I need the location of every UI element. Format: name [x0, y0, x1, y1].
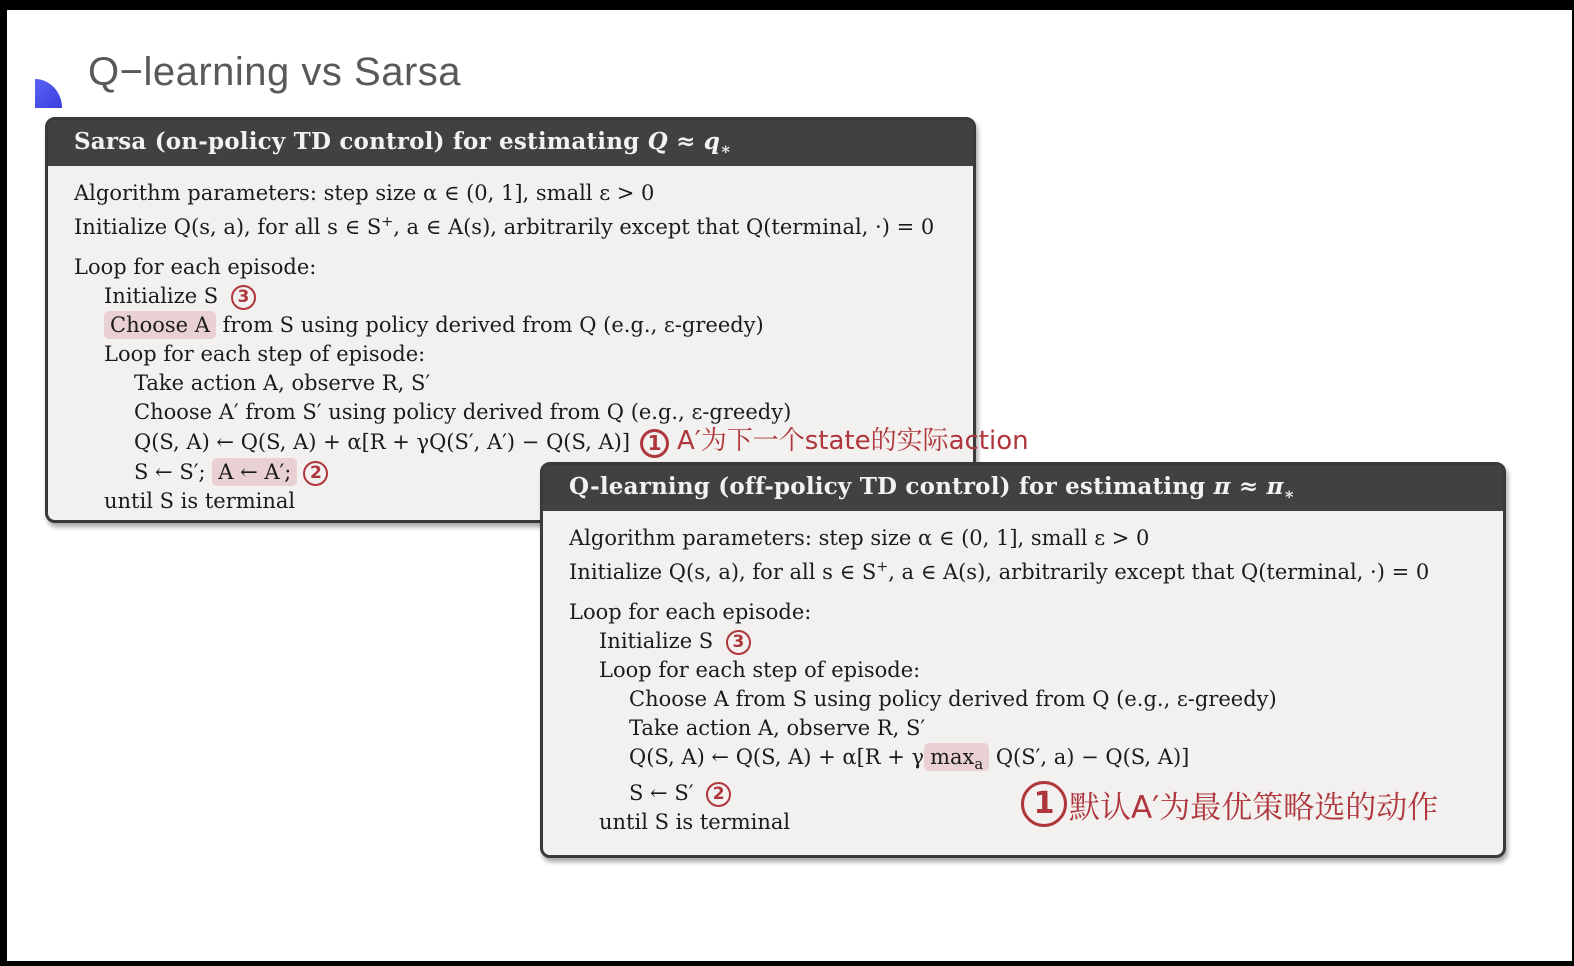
text-segment: , a ∈ A(s), arbitrarily except that Q(terminal, ·) = 0	[393, 214, 935, 239]
text-segment: +	[876, 558, 889, 575]
text-segment: from S using policy derived from Q (e.g., ε-greedy)	[215, 312, 764, 337]
circled-number-icon: 2	[303, 461, 328, 486]
text-segment: Choose A from S using policy derived from Q (e.g., ε-greedy)	[629, 686, 1277, 711]
algorithm-line	[74, 179, 947, 208]
text-segment: Q	[647, 128, 668, 155]
text-segment: q	[703, 128, 721, 155]
text-segment: until S is terminal	[599, 809, 791, 834]
text-segment: Take action A, observe R, S′	[629, 715, 926, 740]
text-segment: Q-learning (off-policy TD control) for estimating	[569, 473, 1214, 500]
circled-number-icon: 1	[640, 429, 669, 458]
text-segment: Loop for each step of episode:	[599, 657, 921, 682]
text-segment: a	[974, 755, 984, 773]
circled-number-icon: 3	[231, 285, 256, 310]
text-segment: Initialize Q(s, a), for all s ∈ S	[74, 214, 382, 239]
sarsa-box-header	[48, 120, 973, 166]
text-segment: π	[1266, 473, 1284, 500]
algorithm-line	[74, 398, 947, 427]
highlighted-text: Choose A	[104, 311, 216, 339]
text-segment: Take action A, observe R, S′	[134, 370, 431, 395]
slide-title: Q−learning vs Sarsa	[88, 50, 462, 94]
text-segment: max	[930, 744, 975, 769]
frame-border-bottom	[0, 961, 1574, 966]
algorithm-line	[74, 425, 1029, 458]
algorithm-line	[74, 311, 947, 340]
frame-border-top	[0, 0, 1574, 10]
text-segment: Q(S, A) ← Q(S, A) + α[R + γQ(S′, A′) − Q(S, A)]	[134, 429, 631, 454]
algorithm-line	[74, 369, 947, 398]
algorithm-line	[569, 685, 1477, 714]
algorithm-line	[74, 208, 947, 242]
text-segment: Initialize S	[104, 283, 225, 308]
text-segment: ≈	[1230, 473, 1267, 500]
text-segment: ∗	[1283, 484, 1295, 504]
text-segment: Loop for each step of episode:	[104, 341, 426, 366]
algorithm-line	[74, 282, 947, 311]
algorithm-line	[569, 627, 1477, 656]
algorithm-line	[569, 656, 1477, 685]
text-segment: S ← S′	[629, 780, 701, 805]
slide-accent-icon	[35, 79, 62, 108]
text-segment: Initialize Q(s, a), for all s ∈ S	[569, 559, 877, 584]
algorithm-line	[74, 340, 947, 369]
text-segment: Choose A′ from S′ using policy derived from Q (e.g., ε-greedy)	[134, 399, 792, 424]
algorithm-line	[74, 253, 947, 282]
text-segment: Loop for each episode:	[74, 254, 317, 279]
text-segment: ∗	[720, 139, 732, 159]
algorithm-line	[569, 598, 1477, 627]
text-segment: Sarsa (on-policy TD control) for estimating	[74, 128, 648, 155]
qlearning-box-header	[543, 465, 1503, 511]
algorithm-line	[569, 714, 1477, 743]
qlearning-algorithm-box	[540, 462, 1506, 858]
text-segment: ≈	[667, 128, 704, 155]
circled-number-icon: 1	[1021, 781, 1067, 827]
qlearning-annotation	[1015, 781, 1438, 827]
algorithm-line	[569, 524, 1477, 553]
algorithm-line	[569, 743, 1477, 779]
frame-border-left	[0, 0, 7, 966]
text-segment: , a ∈ A(s), arbitrarily except that Q(terminal, ·) = 0	[888, 559, 1430, 584]
circled-number-icon: 2	[706, 782, 731, 807]
text-segment: +	[381, 213, 394, 230]
annotation-text: 默认A′为最优策略选的动作	[1069, 789, 1439, 826]
highlighted-text: A ← A′;	[212, 458, 297, 486]
text-segment: Q(S′, a) − Q(S, A)]	[989, 744, 1190, 769]
text-segment: π	[1213, 473, 1231, 500]
text-segment: until S is terminal	[104, 488, 296, 513]
text-segment: Initialize S	[599, 628, 720, 653]
circled-number-icon: 3	[726, 630, 751, 655]
algorithm-line	[569, 553, 1477, 587]
text-segment: Algorithm parameters: step size α ∈ (0, 1], small ε > 0	[569, 525, 1150, 550]
text-segment: Algorithm parameters: step size α ∈ (0, 1], small ε > 0	[74, 180, 655, 205]
text-segment: S ← S′;	[134, 459, 213, 484]
text-segment: Q(S, A) ← Q(S, A) + α[R + γ	[629, 744, 925, 769]
text-segment: Loop for each episode:	[569, 599, 812, 624]
annotation-text: A′为下一个state的实际action	[677, 425, 1029, 456]
highlighted-text	[924, 743, 989, 771]
